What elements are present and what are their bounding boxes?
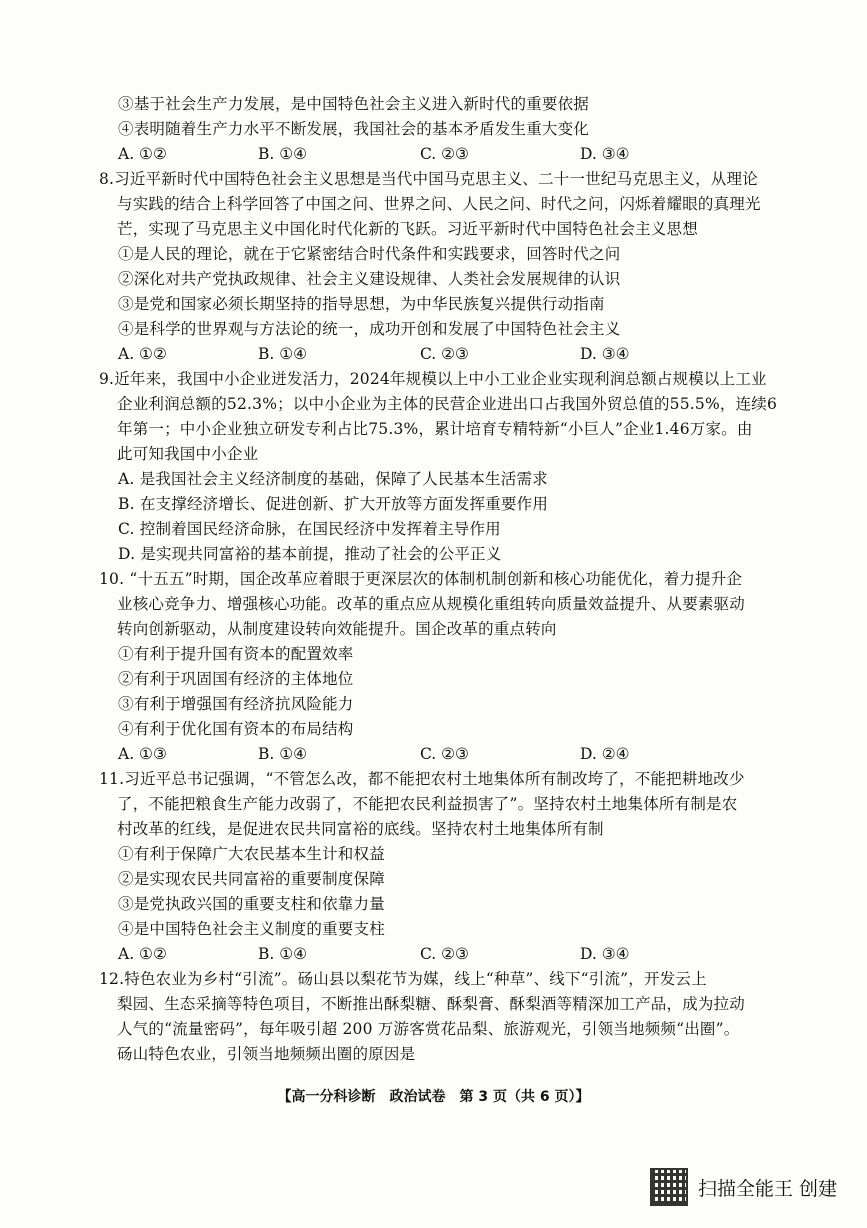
text-line: 了，不能把粮食生产能力改弱了，不能把农民利益损害了”。坚持农村土地集体所有制是农 xyxy=(117,795,738,813)
text-line: 业核心竞争力、增强核心功能。改革的重点应从规模化重组转向质量效益提升、从要素驱动 xyxy=(117,595,746,613)
text-line: 砀山特色农业，引领当地频频出圈的原因是 xyxy=(117,1045,416,1063)
text-line: ④有利于优化国有资本的布局结构 xyxy=(118,720,354,738)
text-line: 梨园、生态采摘等特色项目，不断推出酥梨糖、酥梨膏、酥梨酒等精深加工产品，成为拉动 xyxy=(117,995,746,1013)
text-line: 11.习近平总书记强调，“不管怎么改，都不能把农村土地集体所有制改垮了，不能把耕地改少 xyxy=(99,770,745,788)
text-line: ①是人民的理论，就在于它紧密结合时代条件和实践要求，回答时代之问 xyxy=(118,245,621,263)
text-line: ③基于社会生产力发展，是中国特色社会主义进入新时代的重要依据 xyxy=(118,95,590,113)
option-b: B. ①④ xyxy=(258,145,308,163)
option-row xyxy=(118,944,678,964)
option-row xyxy=(118,744,678,764)
option-row xyxy=(118,344,678,364)
option-d: D. ③④ xyxy=(580,145,630,163)
option-c: C. ②③ xyxy=(420,945,469,963)
text-line: 8.习近平新时代中国特色社会主义思想是当代中国马克思主义、二十一世纪马克思主义，从理论 xyxy=(99,170,758,188)
option-a: A. ①② xyxy=(118,345,167,363)
option-a: A. ①② xyxy=(118,145,167,163)
option-b: B. ①④ xyxy=(258,745,308,763)
text-line: 此可知我国中小企业 xyxy=(117,445,259,463)
text-line: ②有利于巩固国有经济的主体地位 xyxy=(118,670,354,688)
text-line: 转向创新驱动，从制度建设转向效能提升。国企改革的重点转向 xyxy=(117,620,557,638)
option-a: A. ①② xyxy=(118,945,167,963)
watermark-text: 扫描全能王 创建 xyxy=(698,1178,838,1200)
page-footer: 【高一分科诊断 政治试卷 第 3 页（共 6 页）】 xyxy=(277,1089,590,1105)
text-line: ④是科学的世界观与方法论的统一，成功开创和发展了中国特色社会主义 xyxy=(118,320,621,338)
option-row xyxy=(118,144,678,164)
scanner-watermark xyxy=(650,1168,860,1208)
text-line: C. 控制着国民经济命脉，在国民经济中发挥着主导作用 xyxy=(118,520,501,538)
text-line: ②是实现农民共同富裕的重要制度保障 xyxy=(118,870,385,888)
text-line: 9.近年来，我国中小企业迸发活力，2024年规模以上中小工业企业实现利润总额占规模以上工业 xyxy=(99,370,767,388)
text-line: A. 是我国社会主义经济制度的基础，保障了人民基本生活需求 xyxy=(118,470,548,488)
option-d: D. ③④ xyxy=(580,945,630,963)
option-b: B. ①④ xyxy=(258,945,308,963)
option-c: C. ②③ xyxy=(420,145,469,163)
text-line: 10. “十五五”时期，国企改革应着眼于更深层次的体制机制创新和核心功能优化，着力提升企 xyxy=(99,570,743,588)
option-a: A. ①③ xyxy=(118,745,167,763)
text-line: ④是中国特色社会主义制度的重要支柱 xyxy=(118,920,385,938)
text-line: D. 是实现共同富裕的基本前提，推动了社会的公平正义 xyxy=(118,545,502,563)
text-line: 村改革的红线，是促进农民共同富裕的底线。坚持农村土地集体所有制 xyxy=(117,820,604,838)
text-line: 企业利润总额的52.3%；以中小企业为主体的民营企业进出口占我国外贸总值的55.5%，连续6 xyxy=(117,395,778,413)
text-line: ①有利于提升国有资本的配置效率 xyxy=(118,645,354,663)
text-line: 12.特色农业为乡村“引流”。砀山县以梨花节为媒，线上“种草”、线下“引流”，开发云上 xyxy=(99,970,707,988)
option-c: C. ②③ xyxy=(420,745,469,763)
text-line: ②深化对共产党执政规律、社会主义建设规律、人类社会发展规律的认识 xyxy=(118,270,621,288)
text-line: ①有利于保障广大农民基本生计和权益 xyxy=(118,845,385,863)
text-line: 芒，实现了马克思主义中国化时代化新的飞跃。习近平新时代中国特色社会主义思想 xyxy=(117,220,698,238)
text-line: 年第一；中小企业独立研发专利占比75.3%，累计培育专精特新“小巨人”企业1.46万家。由 xyxy=(117,420,753,438)
text-line: ③有利于增强国有经济抗风险能力 xyxy=(118,695,354,713)
option-d: D. ③④ xyxy=(580,345,630,363)
text-line: ③是党执政兴国的重要支柱和依靠力量 xyxy=(118,895,385,913)
text-line: ④表明随着生产力水平不断发展，我国社会的基本矛盾发生重大变化 xyxy=(118,120,590,138)
text-line: ③是党和国家必须长期坚持的指导思想，为中华民族复兴提供行动指南 xyxy=(118,295,605,313)
qr-code-icon xyxy=(650,1168,688,1206)
text-line: 人气的“流量密码”，每年吸引超 200 万游客赏花品梨、旅游观光，引领当地频频“出圈”。 xyxy=(117,1020,740,1038)
text-line: 与实践的结合上科学回答了中国之问、世界之问、人民之问、时代之问，闪烁着耀眼的真理光 xyxy=(117,195,761,213)
text-line: B. 在支撑经济增长、促进创新、扩大开放等方面发挥重要作用 xyxy=(118,495,549,513)
option-d: D. ②④ xyxy=(580,745,630,763)
option-c: C. ②③ xyxy=(420,345,469,363)
option-b: B. ①④ xyxy=(258,345,308,363)
